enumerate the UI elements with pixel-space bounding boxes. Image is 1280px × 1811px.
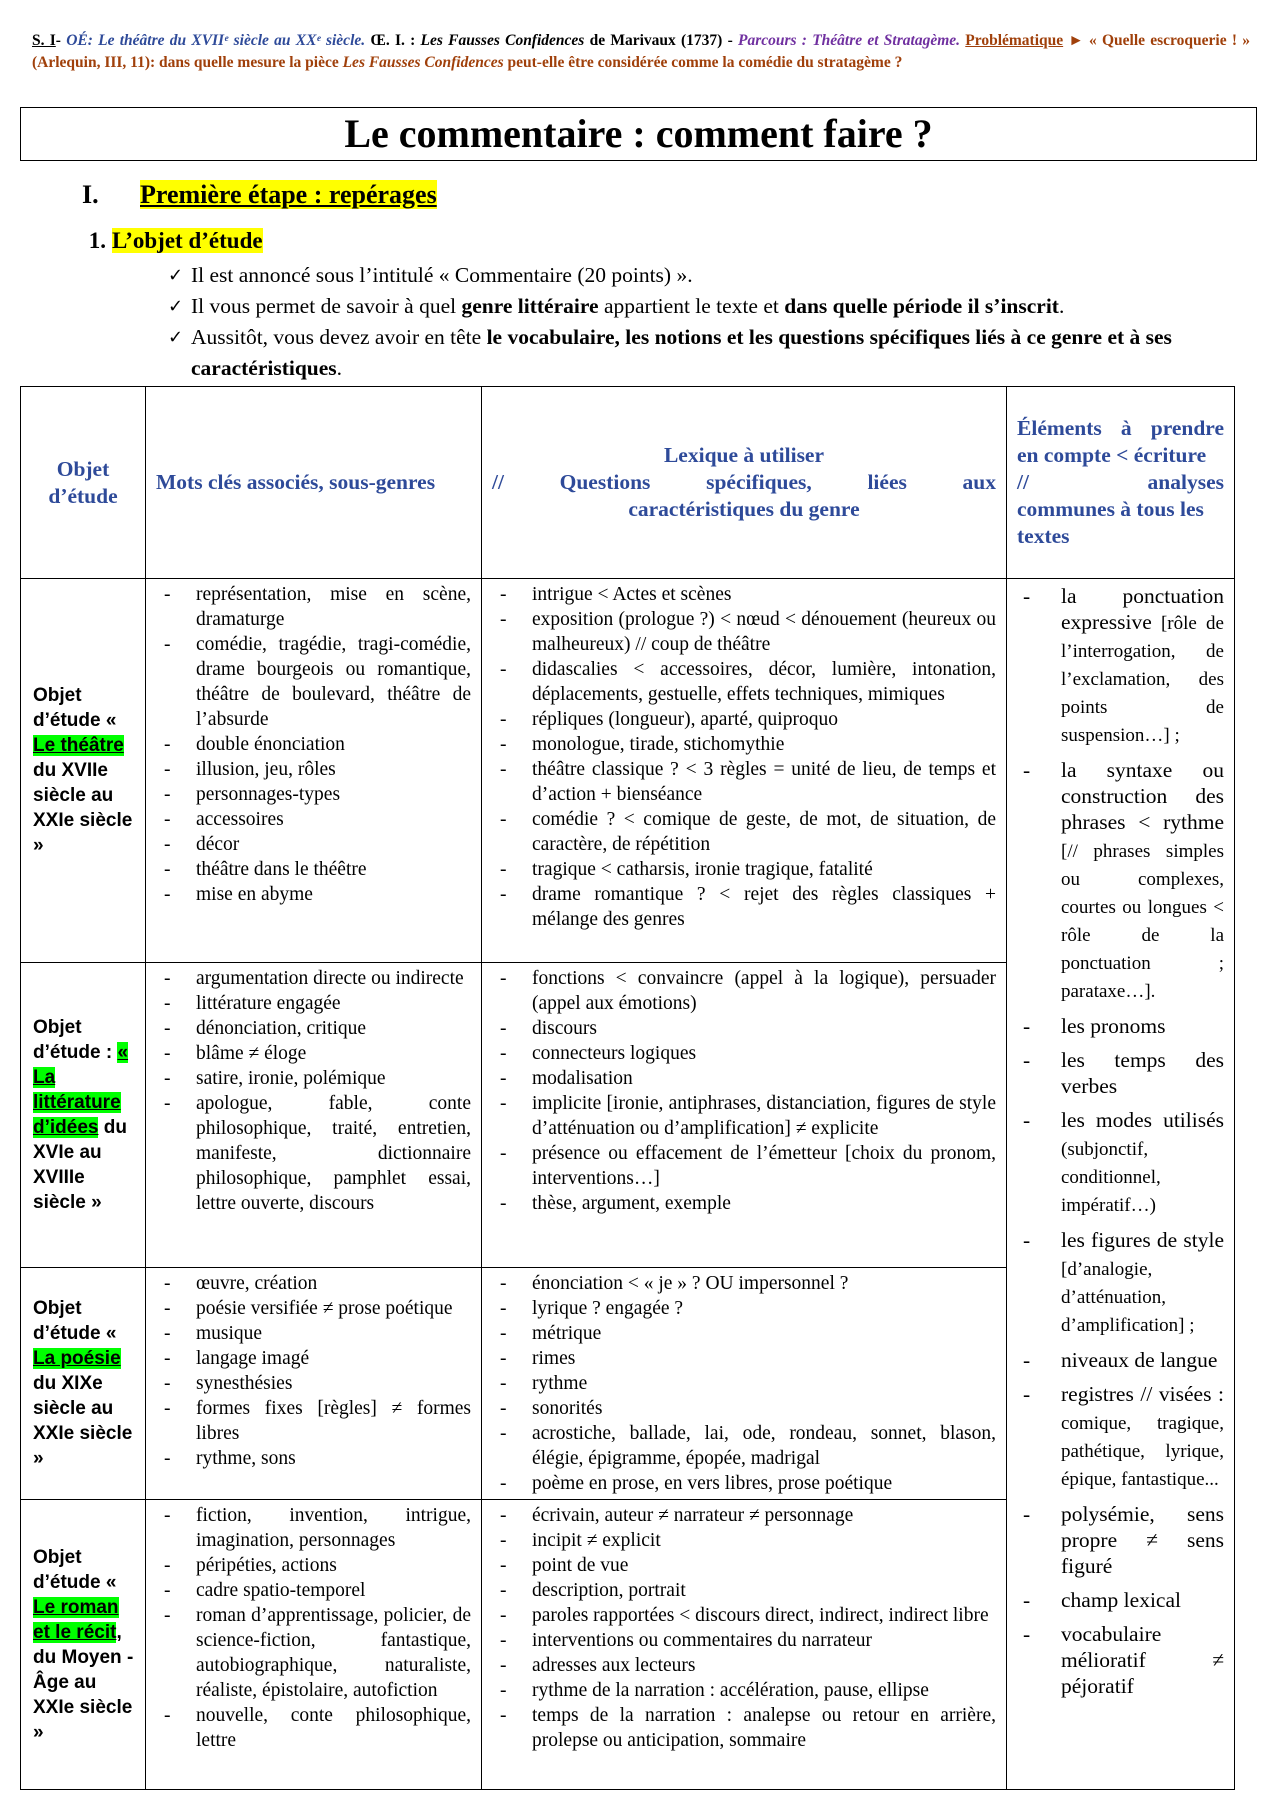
subsection-heading bbox=[70, 228, 263, 254]
lexique-cell-list bbox=[482, 579, 1006, 935]
list-item: - didascalies < accessoires, décor, lumière, intonation, déplacements, gestuelle, effets techniques, mimiques bbox=[482, 657, 996, 707]
element-main: les modes utilisés bbox=[1061, 1108, 1224, 1132]
list-item: - adresses aux lecteurs bbox=[482, 1653, 996, 1678]
objet-period: , du Moyen - Âge au XXIe siècle » bbox=[33, 1621, 134, 1743]
checklist-text: le vocabulaire, les notions et les questions spécifiques liés à ce genre et à ses caractéristiques bbox=[191, 325, 1172, 380]
lexique-cell-list bbox=[482, 1500, 1006, 1756]
course-header bbox=[32, 30, 1250, 74]
element-main: champ lexical bbox=[1061, 1588, 1181, 1612]
checklist-text: Aussitôt, vous devez avoir en tête bbox=[191, 325, 487, 349]
list-item: - roman d’apprentissage, policier, de science-fiction, fantastique, autobiographique, naturaliste, réaliste, épistolaire, autofiction bbox=[146, 1603, 471, 1703]
list-item: - acrostiche, ballade, lai, ode, rondeau, sonnet, blason, élégie, épigramme, épopée, madrigal bbox=[482, 1421, 996, 1471]
objet-genre-highlight: Le théâtre bbox=[33, 735, 124, 756]
header-elements-l4: communes à tous les textes bbox=[1017, 497, 1204, 548]
objet-period: du XVIIe siècle au XXIe siècle » bbox=[33, 760, 133, 856]
section-heading bbox=[82, 180, 437, 210]
list-item: - péripéties, actions bbox=[146, 1553, 471, 1578]
element-item bbox=[1007, 1047, 1224, 1099]
list-item: - thèse, argument, exemple bbox=[482, 1191, 996, 1216]
element-detail: [// phrases simples ou complexes, courtes ou longues < rôle de la ponctuation ; parataxe…]. bbox=[1061, 841, 1224, 1002]
list-item: - dénonciation, critique bbox=[146, 1016, 471, 1041]
page-title: Le commentaire : comment faire ? bbox=[20, 107, 1257, 161]
work-title: Les Fausses Confidences bbox=[420, 32, 585, 49]
parcours-line: Parcours : Théâtre et Stratagème. bbox=[737, 32, 961, 49]
checklist-text: Il vous permet de savoir à quel bbox=[191, 294, 462, 318]
objet-genre-highlight: « La littérature d’idées bbox=[33, 1042, 129, 1138]
header-lexique bbox=[482, 387, 1007, 579]
sequence-label: S. I bbox=[32, 32, 56, 49]
list-item: - connecteurs logiques bbox=[482, 1041, 996, 1066]
lexique-cell bbox=[482, 1500, 1007, 1790]
element-main: les temps des verbes bbox=[1061, 1048, 1224, 1098]
keywords-cell bbox=[146, 1500, 482, 1790]
lexique-cell-list bbox=[482, 1268, 1006, 1499]
objet-cell bbox=[21, 963, 146, 1268]
author-line: de Marivaux (1737) - bbox=[584, 32, 738, 49]
element-item bbox=[1007, 1501, 1224, 1579]
list-item: - argumentation directe ou indirecte bbox=[146, 966, 471, 991]
list-item: - théâtre classique ? < 3 règles = unité de lieu, de temps et d’action + bienséance bbox=[482, 757, 996, 807]
list-item: - métrique bbox=[482, 1321, 996, 1346]
list-item: - langage imagé bbox=[146, 1346, 471, 1371]
objet-genre-highlight: Le roman et le récit bbox=[33, 1596, 119, 1643]
lexique-cell bbox=[482, 963, 1007, 1268]
objet-cell bbox=[21, 1500, 146, 1790]
objet-prefix: Objet d’étude « bbox=[33, 1546, 117, 1593]
objet-period: du XIXe siècle au XXIe siècle » bbox=[33, 1373, 133, 1469]
list-item: - poésie versifiée ≠ prose poétique bbox=[146, 1296, 471, 1321]
header-lexique-l1: Lexique à utiliser bbox=[663, 443, 825, 467]
header-lexique-l3: caractéristiques du genre bbox=[628, 497, 860, 521]
list-item: - rythme, sons bbox=[146, 1446, 471, 1471]
list-item: - discours bbox=[482, 1016, 996, 1041]
list-item: - énonciation < « je » ? OU impersonnel ? bbox=[482, 1271, 996, 1296]
list-item: - intrigue < Actes et scènes bbox=[482, 582, 996, 607]
element-item bbox=[1007, 1621, 1224, 1699]
header-elements-l2: en compte < écriture bbox=[1017, 443, 1207, 467]
list-item: - temps de la narration : analepse ou retour en arrière, prolepse ou anticipation, sommaire bbox=[482, 1703, 996, 1753]
checklist-text: Il est annoncé sous l’intitulé « Commentaire (20 points) ». bbox=[191, 263, 693, 287]
list-item: - personnages-types bbox=[146, 782, 471, 807]
objet-etude-line: OÉ: Le théâtre du XVIIᵉ siècle au XXᵉ siècle. bbox=[66, 32, 366, 49]
element-main: la syntaxe ou construction des phrases < rythme bbox=[1061, 758, 1224, 834]
lexique-cell bbox=[482, 1268, 1007, 1500]
genre-table bbox=[20, 386, 1235, 1790]
list-item: - poème en prose, en vers libres, prose poétique bbox=[482, 1471, 996, 1496]
element-main: la ponctuation expressive bbox=[1061, 584, 1224, 634]
subsection-title: L’objet d’étude bbox=[112, 228, 263, 253]
element-main: polysémie, sens propre ≠ sens figuré bbox=[1061, 1502, 1224, 1578]
list-item: - accessoires bbox=[146, 807, 471, 832]
element-item bbox=[1007, 757, 1224, 1005]
list-item: - fiction, invention, intrigue, imagination, personnages bbox=[146, 1503, 471, 1553]
list-item: - écrivain, auteur ≠ narrateur ≠ personnage bbox=[482, 1503, 996, 1528]
header-elements bbox=[1007, 387, 1235, 579]
problematique-text-1: ► « Quelle escroquerie ! » (Arlequin, III, 11): dans quelle mesure la pièce bbox=[32, 32, 1250, 71]
keywords-cell-list bbox=[146, 963, 481, 1219]
list-item: - interventions ou commentaires du narrateur bbox=[482, 1628, 996, 1653]
checklist-text: appartient le texte et bbox=[598, 294, 785, 318]
checkmark-icon: ✓ bbox=[168, 296, 184, 317]
list-item: - formes fixes [règles] ≠ formes libres bbox=[146, 1396, 471, 1446]
table-header-row bbox=[21, 387, 1235, 579]
table-row bbox=[21, 579, 1235, 963]
keywords-cell-list bbox=[146, 1268, 481, 1474]
section-title bbox=[140, 180, 437, 209]
checklist-item bbox=[148, 260, 1248, 291]
list-item: - blâme ≠ éloge bbox=[146, 1041, 471, 1066]
header-elements-l3: // analyses bbox=[1017, 470, 1224, 494]
list-item: - décor bbox=[146, 832, 471, 857]
objet-prefix: Objet d’étude : bbox=[33, 1017, 118, 1063]
header-sep: - bbox=[55, 32, 67, 49]
elements-list bbox=[1007, 579, 1234, 1699]
element-item bbox=[1007, 1381, 1224, 1493]
checklist-text: . bbox=[336, 356, 343, 380]
section-title-text: Première étape : repérages bbox=[140, 180, 437, 209]
problematique-work: Les Fausses Confidences bbox=[342, 54, 504, 71]
header-objet: Objet d’étude bbox=[21, 387, 146, 579]
list-item: - répliques (longueur), aparté, quiproquo bbox=[482, 707, 996, 732]
list-item: - description, portrait bbox=[482, 1578, 996, 1603]
header-mots-cles: Mots clés associés, sous-genres bbox=[146, 387, 482, 579]
element-item bbox=[1007, 1587, 1224, 1613]
problematique-label: Problématique bbox=[965, 32, 1064, 49]
checklist-text: dans quelle période il s’inscrit bbox=[784, 294, 1059, 318]
list-item: - fonctions < convaincre (appel à la logique), persuader (appel aux émotions) bbox=[482, 966, 996, 1016]
elements-cell bbox=[1007, 579, 1235, 1790]
list-item: - incipit ≠ explicit bbox=[482, 1528, 996, 1553]
element-main: registres // visées : bbox=[1061, 1382, 1224, 1406]
list-item: - implicite [ironie, antiphrases, distanciation, figures de style d’atténuation ou d’amplification] ≠ explicite bbox=[482, 1091, 996, 1141]
list-item: - nouvelle, conte philosophique, lettre bbox=[146, 1703, 471, 1753]
header-elements-l1: Éléments à prendre bbox=[1017, 416, 1224, 440]
element-item bbox=[1007, 1107, 1224, 1219]
list-item: - lyrique ? engagée ? bbox=[482, 1296, 996, 1321]
list-item: - œuvre, création bbox=[146, 1271, 471, 1296]
oeuvre-prefix: Œ. I. : bbox=[365, 32, 421, 49]
checklist-text: . bbox=[1058, 294, 1065, 318]
list-item: - sonorités bbox=[482, 1396, 996, 1421]
list-item: - littérature engagée bbox=[146, 991, 471, 1016]
header-lexique-l2: // Questions spécifiques, liées aux bbox=[492, 470, 996, 494]
checkmark-icon: ✓ bbox=[168, 327, 184, 348]
keywords-cell bbox=[146, 1268, 482, 1500]
element-detail: (subjonctif, conditionnel, impératif…) bbox=[1061, 1139, 1161, 1216]
checklist-item bbox=[148, 322, 1248, 384]
list-item: - synesthésies bbox=[146, 1371, 471, 1396]
list-item: - modalisation bbox=[482, 1066, 996, 1091]
objet-prefix: Objet d’étude « bbox=[33, 1298, 117, 1344]
objet-genre-highlight: La poésie bbox=[33, 1348, 121, 1369]
list-item: - monologue, tirade, stichomythie bbox=[482, 732, 996, 757]
section-number: I. bbox=[82, 180, 99, 209]
list-item: - comédie, tragédie, tragi-comédie, drame bourgeois ou romantique, théâtre de boulevard, théâtre de l’absurde bbox=[146, 632, 471, 732]
element-main: vocabulaire mélioratif ≠ péjoratif bbox=[1061, 1622, 1224, 1698]
list-item: - théâtre dans le théêtre bbox=[146, 857, 471, 882]
list-item: - double énonciation bbox=[146, 732, 471, 757]
objet-prefix: Objet d’étude « bbox=[33, 685, 117, 731]
list-item: - apologue, fable, conte philosophique, traité, entretien, manifeste, dictionnaire philosophique, pamphlet essai, lettre ouverte, discours bbox=[146, 1091, 471, 1216]
objet-period: du XVIe au XVIIIe siècle » bbox=[33, 1117, 127, 1213]
list-item: - représentation, mise en scène, dramaturge bbox=[146, 582, 471, 632]
checklist bbox=[148, 260, 1248, 384]
list-item: - drame romantique ? < rejet des règles classiques + mélange des genres bbox=[482, 882, 996, 932]
list-item: - musique bbox=[146, 1321, 471, 1346]
element-main: les pronoms bbox=[1061, 1014, 1166, 1038]
list-item: - paroles rapportées < discours direct, indirect, indirect libre bbox=[482, 1603, 996, 1628]
list-item: - cadre spatio-temporel bbox=[146, 1578, 471, 1603]
keywords-cell-list bbox=[146, 1500, 481, 1756]
element-detail: [d’analogie, d’atténuation, d’amplification] ; bbox=[1061, 1259, 1195, 1336]
list-item: - illusion, jeu, rôles bbox=[146, 757, 471, 782]
checklist-item bbox=[148, 291, 1248, 322]
list-item: - rimes bbox=[482, 1346, 996, 1371]
list-item: - présence ou effacement de l’émetteur [choix du pronom, interventions…] bbox=[482, 1141, 996, 1191]
objet-cell bbox=[21, 579, 146, 963]
list-item: - rythme bbox=[482, 1371, 996, 1396]
checkmark-icon: ✓ bbox=[168, 265, 184, 286]
lexique-cell bbox=[482, 579, 1007, 963]
element-item bbox=[1007, 1013, 1224, 1039]
list-item: - mise en abyme bbox=[146, 882, 471, 907]
element-item bbox=[1007, 1227, 1224, 1339]
keywords-cell bbox=[146, 963, 482, 1268]
list-item: - comédie ? < comique de geste, de mot, de situation, de caractère, de répétition bbox=[482, 807, 996, 857]
element-main: les figures de style bbox=[1061, 1228, 1224, 1252]
list-item: - rythme de la narration : accélération, pause, ellipse bbox=[482, 1678, 996, 1703]
keywords-cell bbox=[146, 579, 482, 963]
element-item bbox=[1007, 583, 1224, 749]
list-item: - satire, ironie, polémique bbox=[146, 1066, 471, 1091]
subsection-number: 1. bbox=[88, 228, 106, 253]
list-item: - exposition (prologue ?) < nœud < dénouement (heureux ou malheureux) // coup de théâtre bbox=[482, 607, 996, 657]
lexique-cell-list bbox=[482, 963, 1006, 1219]
keywords-cell-list bbox=[146, 579, 481, 910]
list-item: - tragique < catharsis, ironie tragique, fatalité bbox=[482, 857, 996, 882]
element-main: niveaux de langue bbox=[1061, 1348, 1218, 1372]
objet-cell bbox=[21, 1268, 146, 1500]
element-item bbox=[1007, 1347, 1224, 1373]
element-detail: comique, tragique, pathétique, lyrique, épique, fantastique... bbox=[1061, 1413, 1224, 1490]
element-detail: [rôle de l’interrogation, de l’exclamation, des points de suspension…] ; bbox=[1061, 613, 1224, 746]
checklist-text: genre littéraire bbox=[461, 294, 599, 318]
problematique-text-2: peut-elle être considérée comme la comédie du stratagème ? bbox=[503, 54, 903, 71]
list-item: - point de vue bbox=[482, 1553, 996, 1578]
